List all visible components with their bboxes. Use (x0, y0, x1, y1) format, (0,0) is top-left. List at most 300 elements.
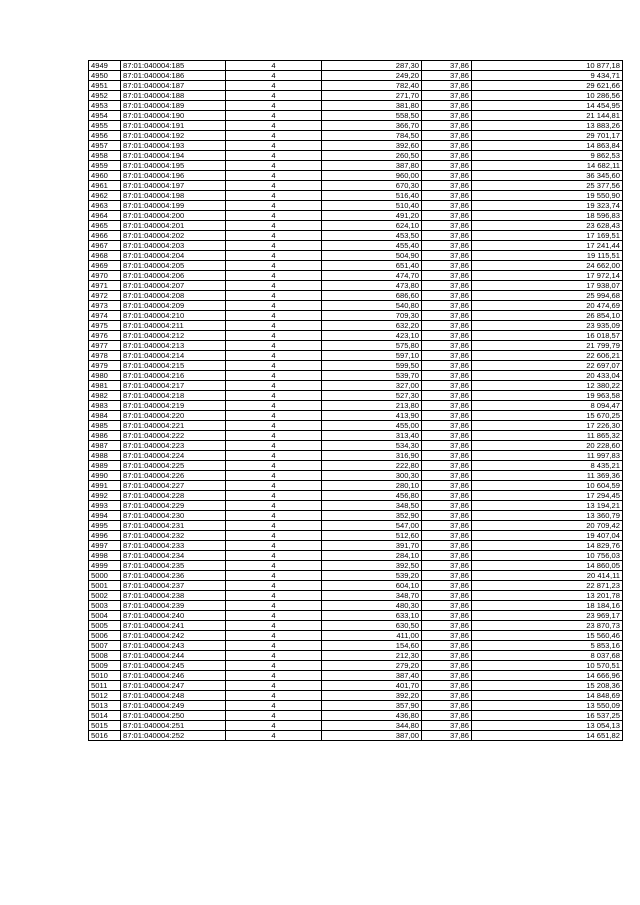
row-number-cell: 4999 (89, 561, 121, 571)
area-value-cell: 510,40 (322, 201, 422, 211)
amount-value-cell: 10 756,03 (472, 551, 623, 561)
row-number-cell: 5013 (89, 701, 121, 711)
row-number-cell: 4990 (89, 471, 121, 481)
row-number-cell: 5005 (89, 621, 121, 631)
rate-value-cell: 37,86 (422, 391, 472, 401)
amount-value-cell: 10 286,56 (472, 91, 623, 101)
area-value-cell: 401,70 (322, 681, 422, 691)
category-code-cell: 4 (226, 91, 322, 101)
area-value-cell: 413,90 (322, 411, 422, 421)
rate-value-cell: 37,86 (422, 381, 472, 391)
table-row (89, 211, 623, 221)
table-row (89, 611, 623, 621)
amount-value-cell: 9 434,71 (472, 71, 623, 81)
area-value-cell: 474,70 (322, 271, 422, 281)
category-code-cell: 4 (226, 571, 322, 581)
rate-value-cell: 37,86 (422, 261, 472, 271)
table-row (89, 551, 623, 561)
cadastral-number-cell: 87:01:040004:209 (121, 301, 226, 311)
area-value-cell: 300,30 (322, 471, 422, 481)
row-number-cell: 4978 (89, 351, 121, 361)
category-code-cell: 4 (226, 601, 322, 611)
category-code-cell: 4 (226, 501, 322, 511)
table-row (89, 261, 623, 271)
table-row (89, 201, 623, 211)
category-code-cell: 4 (226, 161, 322, 171)
row-number-cell: 4974 (89, 311, 121, 321)
area-value-cell: 313,40 (322, 431, 422, 441)
amount-value-cell: 14 651,82 (472, 731, 623, 741)
rate-value-cell: 37,86 (422, 701, 472, 711)
table-row (89, 71, 623, 81)
rate-value-cell: 37,86 (422, 271, 472, 281)
cadastral-number-cell: 87:01:040004:203 (121, 241, 226, 251)
category-code-cell: 4 (226, 111, 322, 121)
table-row (89, 231, 623, 241)
table-row (89, 491, 623, 501)
rate-value-cell: 37,86 (422, 691, 472, 701)
row-number-cell: 4987 (89, 441, 121, 451)
table-row (89, 291, 623, 301)
row-number-cell: 4982 (89, 391, 121, 401)
amount-value-cell: 14 829,76 (472, 541, 623, 551)
category-code-cell: 4 (226, 671, 322, 681)
amount-value-cell: 20 414,11 (472, 571, 623, 581)
amount-value-cell: 18 184,16 (472, 601, 623, 611)
cadastral-number-cell: 87:01:040004:219 (121, 401, 226, 411)
table-row (89, 331, 623, 341)
table-row (89, 81, 623, 91)
amount-value-cell: 23 935,09 (472, 321, 623, 331)
amount-value-cell: 20 709,42 (472, 521, 623, 531)
area-value-cell: 604,10 (322, 581, 422, 591)
amount-value-cell: 13 194,21 (472, 501, 623, 511)
row-number-cell: 5007 (89, 641, 121, 651)
cadastral-number-cell: 87:01:040004:190 (121, 111, 226, 121)
area-value-cell: 366,70 (322, 121, 422, 131)
amount-value-cell: 17 938,07 (472, 281, 623, 291)
amount-value-cell: 17 241,44 (472, 241, 623, 251)
cadastral-number-cell: 87:01:040004:226 (121, 471, 226, 481)
cadastral-number-cell: 87:01:040004:224 (121, 451, 226, 461)
area-value-cell: 455,40 (322, 241, 422, 251)
amount-value-cell: 10 604,59 (472, 481, 623, 491)
rate-value-cell: 37,86 (422, 421, 472, 431)
table-row (89, 191, 623, 201)
table-row (89, 701, 623, 711)
category-code-cell: 4 (226, 251, 322, 261)
table-row (89, 271, 623, 281)
amount-value-cell: 15 560,46 (472, 631, 623, 641)
cadastral-number-cell: 87:01:040004:223 (121, 441, 226, 451)
category-code-cell: 4 (226, 471, 322, 481)
table-row (89, 301, 623, 311)
category-code-cell: 4 (226, 371, 322, 381)
cadastral-number-cell: 87:01:040004:247 (121, 681, 226, 691)
row-number-cell: 5010 (89, 671, 121, 681)
amount-value-cell: 13 054,13 (472, 721, 623, 731)
rate-value-cell: 37,86 (422, 561, 472, 571)
row-number-cell: 4959 (89, 161, 121, 171)
table-row (89, 321, 623, 331)
cadastral-number-cell: 87:01:040004:251 (121, 721, 226, 731)
table-body (89, 61, 623, 741)
cadastral-number-cell: 87:01:040004:234 (121, 551, 226, 561)
rate-value-cell: 37,86 (422, 241, 472, 251)
amount-value-cell: 20 474,69 (472, 301, 623, 311)
cadastral-number-cell: 87:01:040004:228 (121, 491, 226, 501)
row-number-cell: 4951 (89, 81, 121, 91)
rate-value-cell: 37,86 (422, 551, 472, 561)
cadastral-number-cell: 87:01:040004:192 (121, 131, 226, 141)
category-code-cell: 4 (226, 411, 322, 421)
amount-value-cell: 9 862,53 (472, 151, 623, 161)
cadastral-number-cell: 87:01:040004:185 (121, 61, 226, 71)
area-value-cell: 344,80 (322, 721, 422, 731)
row-number-cell: 4949 (89, 61, 121, 71)
amount-value-cell: 22 871,23 (472, 581, 623, 591)
rate-value-cell: 37,86 (422, 361, 472, 371)
area-value-cell: 260,50 (322, 151, 422, 161)
row-number-cell: 4962 (89, 191, 121, 201)
amount-value-cell: 11 997,83 (472, 451, 623, 461)
category-code-cell: 4 (226, 401, 322, 411)
rate-value-cell: 37,86 (422, 181, 472, 191)
cadastral-number-cell: 87:01:040004:222 (121, 431, 226, 441)
rate-value-cell: 37,86 (422, 301, 472, 311)
category-code-cell: 4 (226, 241, 322, 251)
table-row (89, 121, 623, 131)
amount-value-cell: 19 115,51 (472, 251, 623, 261)
cadastral-number-cell: 87:01:040004:221 (121, 421, 226, 431)
row-number-cell: 4968 (89, 251, 121, 261)
cadastral-number-cell: 87:01:040004:243 (121, 641, 226, 651)
row-number-cell: 5002 (89, 591, 121, 601)
row-number-cell: 4963 (89, 201, 121, 211)
amount-value-cell: 25 994,68 (472, 291, 623, 301)
table-row (89, 671, 623, 681)
table-row (89, 241, 623, 251)
row-number-cell: 4953 (89, 101, 121, 111)
area-value-cell: 491,20 (322, 211, 422, 221)
rate-value-cell: 37,86 (422, 501, 472, 511)
row-number-cell: 5011 (89, 681, 121, 691)
rate-value-cell: 37,86 (422, 681, 472, 691)
rate-value-cell: 37,86 (422, 251, 472, 261)
category-code-cell: 4 (226, 171, 322, 181)
table-row (89, 411, 623, 421)
row-number-cell: 4970 (89, 271, 121, 281)
amount-value-cell: 10 877,18 (472, 61, 623, 71)
rate-value-cell: 37,86 (422, 371, 472, 381)
row-number-cell: 4977 (89, 341, 121, 351)
cadastral-number-cell: 87:01:040004:207 (121, 281, 226, 291)
category-code-cell: 4 (226, 541, 322, 551)
cadastral-number-cell: 87:01:040004:187 (121, 81, 226, 91)
rate-value-cell: 37,86 (422, 91, 472, 101)
area-value-cell: 387,80 (322, 161, 422, 171)
cadastral-number-cell: 87:01:040004:242 (121, 631, 226, 641)
amount-value-cell: 17 169,51 (472, 231, 623, 241)
rate-value-cell: 37,86 (422, 121, 472, 131)
rate-value-cell: 37,86 (422, 71, 472, 81)
row-number-cell: 4958 (89, 151, 121, 161)
category-code-cell: 4 (226, 621, 322, 631)
cadastral-number-cell: 87:01:040004:198 (121, 191, 226, 201)
category-code-cell: 4 (226, 151, 322, 161)
table-row (89, 681, 623, 691)
cadastral-number-cell: 87:01:040004:235 (121, 561, 226, 571)
row-number-cell: 4979 (89, 361, 121, 371)
area-value-cell: 630,50 (322, 621, 422, 631)
rate-value-cell: 37,86 (422, 311, 472, 321)
rate-value-cell: 37,86 (422, 631, 472, 641)
table-row (89, 501, 623, 511)
category-code-cell: 4 (226, 291, 322, 301)
cadastral-number-cell: 87:01:040004:196 (121, 171, 226, 181)
rate-value-cell: 37,86 (422, 471, 472, 481)
area-value-cell: 381,80 (322, 101, 422, 111)
row-number-cell: 4993 (89, 501, 121, 511)
cadastral-number-cell: 87:01:040004:200 (121, 211, 226, 221)
category-code-cell: 4 (226, 691, 322, 701)
cadastral-number-cell: 87:01:040004:191 (121, 121, 226, 131)
rate-value-cell: 37,86 (422, 201, 472, 211)
category-code-cell: 4 (226, 681, 322, 691)
amount-value-cell: 29 701,17 (472, 131, 623, 141)
table-row (89, 251, 623, 261)
table-row (89, 91, 623, 101)
cadastral-number-cell: 87:01:040004:229 (121, 501, 226, 511)
amount-value-cell: 13 360,79 (472, 511, 623, 521)
category-code-cell: 4 (226, 221, 322, 231)
cadastral-number-cell: 87:01:040004:217 (121, 381, 226, 391)
amount-value-cell: 23 969,17 (472, 611, 623, 621)
cadastral-number-cell: 87:01:040004:213 (121, 341, 226, 351)
rate-value-cell: 37,86 (422, 191, 472, 201)
rate-value-cell: 37,86 (422, 491, 472, 501)
cadastral-number-cell: 87:01:040004:186 (121, 71, 226, 81)
category-code-cell: 4 (226, 261, 322, 271)
cadastral-number-cell: 87:01:040004:245 (121, 661, 226, 671)
category-code-cell: 4 (226, 651, 322, 661)
row-number-cell: 4975 (89, 321, 121, 331)
cadastral-number-cell: 87:01:040004:248 (121, 691, 226, 701)
cadastral-number-cell: 87:01:040004:249 (121, 701, 226, 711)
category-code-cell: 4 (226, 361, 322, 371)
table-row (89, 141, 623, 151)
amount-value-cell: 23 870,73 (472, 621, 623, 631)
area-value-cell: 212,30 (322, 651, 422, 661)
rate-value-cell: 37,86 (422, 451, 472, 461)
rate-value-cell: 37,86 (422, 611, 472, 621)
cadastral-number-cell: 87:01:040004:231 (121, 521, 226, 531)
area-value-cell: 411,00 (322, 631, 422, 641)
category-code-cell: 4 (226, 271, 322, 281)
table-row (89, 621, 623, 631)
rate-value-cell: 37,86 (422, 61, 472, 71)
category-code-cell: 4 (226, 211, 322, 221)
category-code-cell: 4 (226, 711, 322, 721)
cadastral-number-cell: 87:01:040004:225 (121, 461, 226, 471)
table-row (89, 101, 623, 111)
amount-value-cell: 21 144,81 (472, 111, 623, 121)
amount-value-cell: 36 345,60 (472, 171, 623, 181)
rate-value-cell: 37,86 (422, 721, 472, 731)
amount-value-cell: 8 435,21 (472, 461, 623, 471)
area-value-cell: 436,80 (322, 711, 422, 721)
cadastral-number-cell: 87:01:040004:237 (121, 581, 226, 591)
area-value-cell: 960,00 (322, 171, 422, 181)
amount-value-cell: 17 972,14 (472, 271, 623, 281)
category-code-cell: 4 (226, 661, 322, 671)
table-row (89, 691, 623, 701)
cadastral-number-cell: 87:01:040004:188 (121, 91, 226, 101)
category-code-cell: 4 (226, 201, 322, 211)
data-table (88, 60, 623, 741)
amount-value-cell: 20 433,04 (472, 371, 623, 381)
amount-value-cell: 19 323,74 (472, 201, 623, 211)
category-code-cell: 4 (226, 491, 322, 501)
row-number-cell: 4973 (89, 301, 121, 311)
amount-value-cell: 12 380,22 (472, 381, 623, 391)
row-number-cell: 4955 (89, 121, 121, 131)
amount-value-cell: 14 454,95 (472, 101, 623, 111)
cadastral-number-cell: 87:01:040004:210 (121, 311, 226, 321)
area-value-cell: 782,40 (322, 81, 422, 91)
cadastral-number-cell: 87:01:040004:201 (121, 221, 226, 231)
area-value-cell: 516,40 (322, 191, 422, 201)
table-row (89, 171, 623, 181)
table-row (89, 651, 623, 661)
area-value-cell: 280,10 (322, 481, 422, 491)
row-number-cell: 4954 (89, 111, 121, 121)
cadastral-number-cell: 87:01:040004:204 (121, 251, 226, 261)
amount-value-cell: 17 226,30 (472, 421, 623, 431)
area-value-cell: 387,40 (322, 671, 422, 681)
cadastral-number-cell: 87:01:040004:240 (121, 611, 226, 621)
table-row (89, 461, 623, 471)
rate-value-cell: 37,86 (422, 641, 472, 651)
area-value-cell: 423,10 (322, 331, 422, 341)
rate-value-cell: 37,86 (422, 111, 472, 121)
amount-value-cell: 22 606,21 (472, 351, 623, 361)
table-row (89, 431, 623, 441)
area-value-cell: 453,50 (322, 231, 422, 241)
table-row (89, 151, 623, 161)
rate-value-cell: 37,86 (422, 581, 472, 591)
category-code-cell: 4 (226, 351, 322, 361)
table-row (89, 591, 623, 601)
category-code-cell: 4 (226, 421, 322, 431)
cadastral-number-cell: 87:01:040004:195 (121, 161, 226, 171)
rate-value-cell: 37,86 (422, 131, 472, 141)
area-value-cell: 784,50 (322, 131, 422, 141)
rate-value-cell: 37,86 (422, 521, 472, 531)
category-code-cell: 4 (226, 511, 322, 521)
row-number-cell: 4997 (89, 541, 121, 551)
category-code-cell: 4 (226, 451, 322, 461)
category-code-cell: 4 (226, 591, 322, 601)
row-number-cell: 4991 (89, 481, 121, 491)
area-value-cell: 651,40 (322, 261, 422, 271)
cadastral-number-cell: 87:01:040004:197 (121, 181, 226, 191)
table-row (89, 111, 623, 121)
amount-value-cell: 14 848,69 (472, 691, 623, 701)
category-code-cell: 4 (226, 71, 322, 81)
area-value-cell: 316,90 (322, 451, 422, 461)
rate-value-cell: 37,86 (422, 231, 472, 241)
row-number-cell: 5012 (89, 691, 121, 701)
amount-value-cell: 16 537,25 (472, 711, 623, 721)
category-code-cell: 4 (226, 521, 322, 531)
row-number-cell: 4952 (89, 91, 121, 101)
area-value-cell: 287,30 (322, 61, 422, 71)
cadastral-number-cell: 87:01:040004:246 (121, 671, 226, 681)
table-row (89, 451, 623, 461)
rate-value-cell: 37,86 (422, 171, 472, 181)
area-value-cell: 352,90 (322, 511, 422, 521)
amount-value-cell: 11 369,36 (472, 471, 623, 481)
category-code-cell: 4 (226, 101, 322, 111)
area-value-cell: 284,10 (322, 551, 422, 561)
category-code-cell: 4 (226, 581, 322, 591)
category-code-cell: 4 (226, 461, 322, 471)
area-value-cell: 392,20 (322, 691, 422, 701)
table-row (89, 421, 623, 431)
area-value-cell: 271,70 (322, 91, 422, 101)
row-number-cell: 5015 (89, 721, 121, 731)
cadastral-number-cell: 87:01:040004:212 (121, 331, 226, 341)
area-value-cell: 392,50 (322, 561, 422, 571)
area-value-cell: 357,90 (322, 701, 422, 711)
rate-value-cell: 37,86 (422, 511, 472, 521)
rate-value-cell: 37,86 (422, 731, 472, 741)
table-row (89, 731, 623, 741)
area-value-cell: 527,30 (322, 391, 422, 401)
area-value-cell: 686,60 (322, 291, 422, 301)
rate-value-cell: 37,86 (422, 81, 472, 91)
category-code-cell: 4 (226, 231, 322, 241)
table-row (89, 481, 623, 491)
category-code-cell: 4 (226, 281, 322, 291)
row-number-cell: 4976 (89, 331, 121, 341)
row-number-cell: 4989 (89, 461, 121, 471)
cadastral-number-cell: 87:01:040004:211 (121, 321, 226, 331)
rate-value-cell: 37,86 (422, 671, 472, 681)
rate-value-cell: 37,86 (422, 211, 472, 221)
rate-value-cell: 37,86 (422, 481, 472, 491)
area-value-cell: 547,00 (322, 521, 422, 531)
category-code-cell: 4 (226, 81, 322, 91)
rate-value-cell: 37,86 (422, 151, 472, 161)
category-code-cell: 4 (226, 191, 322, 201)
rate-value-cell: 37,86 (422, 411, 472, 421)
category-code-cell: 4 (226, 631, 322, 641)
cadastral-number-cell: 87:01:040004:236 (121, 571, 226, 581)
area-value-cell: 633,10 (322, 611, 422, 621)
rate-value-cell: 37,86 (422, 571, 472, 581)
row-number-cell: 4964 (89, 211, 121, 221)
table-row (89, 161, 623, 171)
rate-value-cell: 37,86 (422, 711, 472, 721)
area-value-cell: 392,60 (322, 141, 422, 151)
area-value-cell: 387,00 (322, 731, 422, 741)
category-code-cell: 4 (226, 731, 322, 741)
table-row (89, 181, 623, 191)
rate-value-cell: 37,86 (422, 281, 472, 291)
table-row (89, 631, 623, 641)
